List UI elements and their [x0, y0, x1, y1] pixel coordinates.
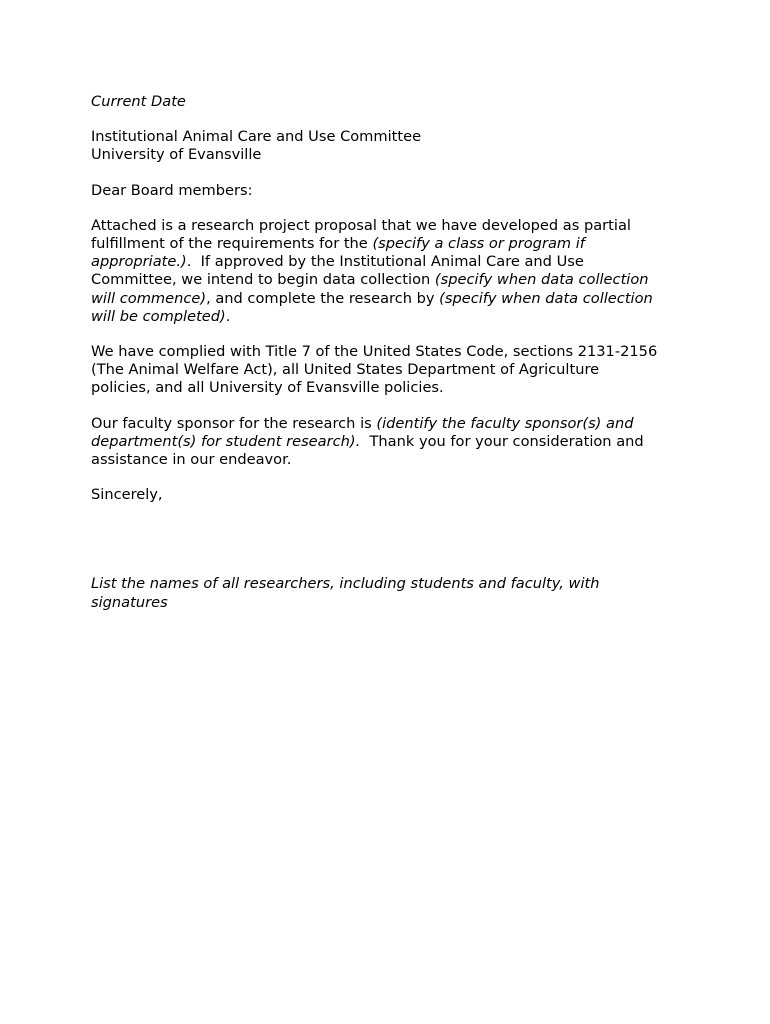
recipient-committee: Institutional Animal Care and Use Committee — [91, 128, 422, 146]
sponsor-placeholder: (identify the faculty sponsor(s) and — [376, 414, 634, 432]
recipient-university: University of Evansville — [91, 146, 262, 164]
current-date-placeholder: Current Date — [91, 93, 186, 110]
proposal-line-3 — [91, 253, 691, 271]
signature-instruction — [91, 575, 691, 611]
proposal-line-1 — [91, 217, 691, 235]
signature-space — [91, 521, 691, 575]
compliance-line-2: (The Animal Welfare Act), all United States Department of Agriculture — [91, 361, 600, 379]
compliance-line-1: We have complied with Title 7 of the United States Code, sections 2131-2156 — [91, 343, 658, 361]
proposal-text: Committee, we intend to begin data collection — [91, 271, 435, 289]
paragraph-compliance — [91, 343, 691, 398]
recipient-block — [91, 128, 691, 164]
sponsor-placeholder-end: department(s) for student research). — [91, 432, 361, 450]
sponsor-line-3: assistance in our endeavor. — [91, 451, 292, 469]
proposal-placeholder-start-date: (specify when data collection — [434, 271, 649, 289]
proposal-placeholder-start-date-end: will commence) — [91, 289, 207, 307]
compliance-line-3: policies, and all University of Evansville policies. — [91, 379, 444, 397]
letter-page — [91, 93, 691, 629]
sponsor-line-2 — [91, 433, 691, 451]
proposal-text: . If approved by the Institutional Animal Care and Use — [186, 253, 584, 271]
closing — [91, 486, 691, 504]
proposal-line-2 — [91, 235, 691, 253]
closing-text: Sincerely, — [91, 486, 163, 504]
proposal-placeholder-end-date: (specify when data collection — [439, 289, 653, 307]
salutation-text: Dear Board members: — [91, 181, 253, 199]
sponsor-text: Our faculty sponsor for the research is — [91, 414, 377, 432]
proposal-line-4 — [91, 271, 691, 289]
date-line — [91, 93, 691, 111]
signature-instruction-line-2: signatures — [91, 593, 168, 611]
sponsor-line-1 — [91, 415, 691, 433]
paragraph-proposal — [91, 217, 691, 326]
proposal-text: Attached is a research project proposal that we have developed as partial — [91, 216, 631, 234]
proposal-text: , and complete the research by — [206, 289, 440, 307]
sponsor-text: Thank you for your consideration and — [360, 432, 644, 450]
proposal-placeholder-end-date-end: will be completed) — [91, 307, 226, 325]
proposal-placeholder-class: (specify a class or program if — [372, 235, 585, 253]
proposal-placeholder-class-end: appropriate.) — [91, 253, 187, 271]
paragraph-sponsor — [91, 415, 691, 470]
proposal-line-6 — [91, 308, 691, 326]
signature-instruction-line-1: List the names of all researchers, including students and faculty, with — [91, 575, 600, 593]
salutation — [91, 182, 691, 200]
proposal-text: fulfillment of the requirements for the — [91, 235, 373, 253]
proposal-line-5 — [91, 290, 691, 308]
proposal-text: . — [225, 307, 231, 325]
